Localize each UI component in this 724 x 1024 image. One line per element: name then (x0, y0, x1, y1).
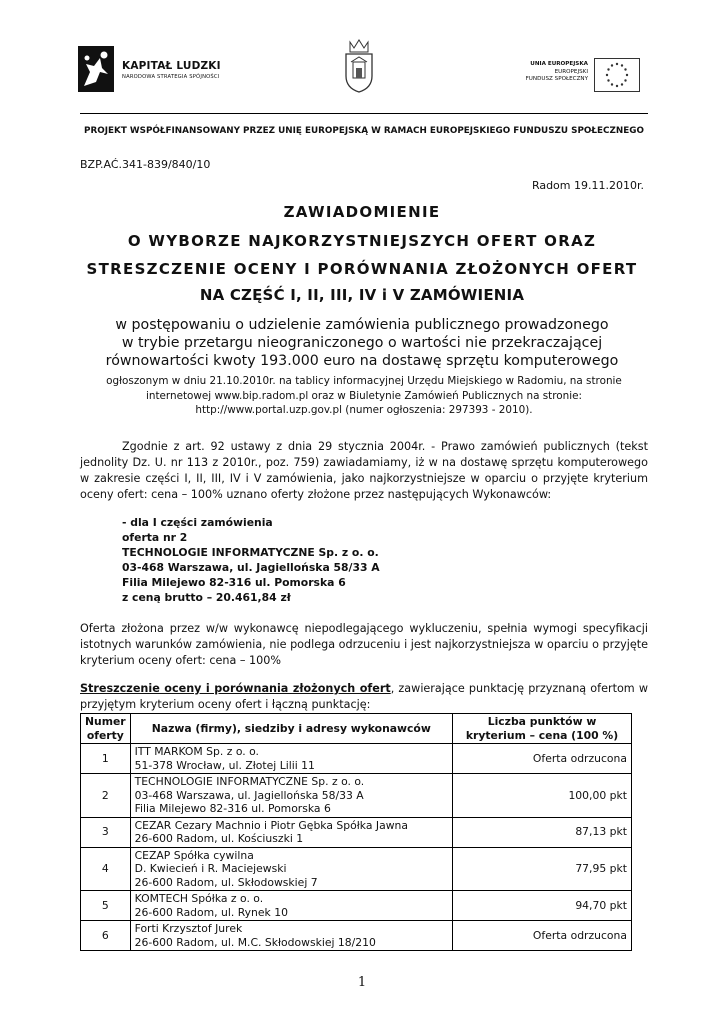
intro-line-2: w trybie przetargu nieograniczonego o wartości nie przekraczającej (121, 335, 603, 351)
winner-branch: Filia Milejewo 82-316 ul. Pomorska 6 (122, 576, 346, 589)
eu-line-1: UNIA EUROPEJSKA (530, 61, 588, 67)
score-cell: 87,13 pkt (453, 817, 632, 847)
summary-intro-text: , zawierające punktację przyznaną ofertom w przyjętym kryterium oceny ofert i łączną punktację: (80, 682, 648, 711)
contractor-line: 03-468 Warszawa, ul. Jagiellońska 58/33 A (134, 788, 364, 802)
winner-company: TECHNOLOGIE INFORMATYCZNE Sp. z o. o. (122, 546, 379, 559)
eu-line-2: EUROPEJSKI (554, 68, 588, 75)
publication-line-2: internetowej www.bip.radom.pl oraz w Biuletynie Zamówień Publicznych na stronie: (145, 389, 583, 402)
offer-number: 3 (81, 817, 131, 847)
publication-line-3: http://www.portal.uzp.gov.pl (numer ogłoszenia: 297393 - 2010). (195, 404, 533, 416)
contractor-cell (130, 921, 452, 951)
score-cell: 94,70 pkt (453, 891, 632, 921)
winner-offer-number: oferta nr 2 (122, 531, 188, 544)
contractor-line: D. Kwiecień i R. Maciejewski (134, 862, 287, 875)
intro-block (60, 316, 664, 370)
table-row (81, 847, 632, 891)
intro-line-3: równowartości kwoty 193.000 euro na dostawę sprzętu komputerowego (105, 353, 619, 369)
eu-flag-icon (594, 58, 640, 92)
offer-number: 1 (81, 744, 131, 774)
title-line-4: NA CZĘŚĆ I, II, III, IV i V ZAMÓWIENIA (199, 286, 525, 304)
contractor-cell (130, 891, 452, 921)
publication-line-1: ogłoszonym w dniu 21.10.2010r. na tablicy informacyjnej Urzędu Miejskiego w Radomiu, na stronie (106, 375, 622, 387)
offer-number: 6 (81, 921, 131, 951)
header-divider (80, 113, 648, 114)
contractor-cell (130, 774, 452, 818)
score-cell: 100,00 pkt (453, 774, 632, 818)
column-header-offer-number: Numer oferty (81, 714, 131, 744)
table-row (81, 921, 632, 951)
contractor-line: Filia Milejewo 82-316 ul. Pomorska 6 (134, 802, 331, 815)
page-number: 1 (357, 975, 367, 990)
winner-address: 03-468 Warszawa, ul. Jagiellońska 58/33 A (122, 561, 380, 574)
publication-block (80, 374, 648, 418)
contractor-cell (130, 817, 452, 847)
winner-part: - dla I części zamówienia (122, 516, 273, 529)
table-row (81, 891, 632, 921)
document-date: Radom 19.11.2010r. (531, 179, 644, 192)
offer-number: 4 (81, 847, 131, 891)
table-header-row (81, 714, 632, 744)
score-cell: Oferta odrzucona (453, 921, 632, 951)
radom-coat-of-arms-icon (342, 38, 376, 94)
eu-text-block (500, 61, 588, 84)
offer-number: 2 (81, 774, 131, 818)
kl-title: KAPITAŁ LUDZKI (122, 60, 221, 72)
contractor-cell (130, 744, 452, 774)
contractor-line: 26-600 Radom, ul. Skłodowskiej 7 (134, 875, 318, 889)
contractor-line: 26-600 Radom, ul. Kościuszki 1 (134, 832, 304, 845)
contractor-line: CEZAP Spółka cywilna (134, 848, 254, 862)
justification-paragraph: Oferta złożona przez w/w wykonawcę niepodlegającego wykluczeniu, spełnia wymogi specyfikacji istotnych warunków zamówienia, nie podlega odrzuceniu i jest najkorzystniejsza w oparciu o przyjęte kryterium oceny ofert: cena – 100% (80, 622, 648, 667)
score-cell: 77,95 pkt (453, 847, 632, 891)
project-banner: PROJEKT WSPÓŁFINANSOWANY PRZEZ UNIĘ EUROPEJSKĄ W RAMACH EUROPEJSKIEGO FUNDUSZU SPOŁECZNEGO (84, 126, 644, 136)
contractor-cell (130, 847, 452, 891)
table-row (81, 817, 632, 847)
summary-heading: Streszczenie oceny i porównania złożonych ofert (80, 682, 391, 695)
winner-block (122, 515, 380, 605)
table-row (81, 774, 632, 818)
contractor-line: KOMTECH Spółka z o. o. (134, 892, 264, 905)
kapital-ludzki-logo-icon (78, 46, 114, 92)
intro-line-1: w postępowaniu o udzielenie zamówienia publicznego prowadzonego (115, 317, 609, 333)
contractor-line: 51-378 Wrocław, ul. Złotej Lilii 11 (134, 758, 315, 772)
column-header-points: Liczba punktów w kryterium – cena (100 %) (453, 714, 632, 744)
offer-number: 5 (81, 891, 131, 921)
contractor-line: TECHNOLOGIE INFORMATYCZNE Sp. z o. o. (134, 775, 365, 788)
table-row (81, 744, 632, 774)
contractor-line: CEZAR Cezary Machnio i Piotr Gębka Spółka Jawna (134, 818, 408, 832)
title-line-2: O WYBORZE NAJKORZYSTNIEJSZYCH OFERT ORAZ (127, 232, 597, 250)
reference-number: BZP.AĆ.341-839/840/10 (80, 158, 211, 171)
score-cell: Oferta odrzucona (453, 744, 632, 774)
kl-subtitle: NARODOWA STRATEGIA SPÓJNOŚCI (122, 74, 220, 80)
title-line-3: STRESZCZENIE OCENY I PORÓWNANIA ZŁOŻONYCH OFERT (86, 260, 638, 278)
eu-line-3: FUNDUSZ SPOŁECZNY (525, 76, 588, 82)
contractor-line: 26-600 Radom, ul. Rynek 10 (134, 905, 288, 919)
summary-intro-paragraph (80, 681, 648, 713)
title-line-1: ZAWIADOMIENIE (283, 203, 441, 221)
contractor-line: 26-600 Radom, ul. M.C. Skłodowskiej 18/210 (134, 935, 376, 949)
column-header-contractor: Nazwa (firmy), siedziby i adresy wykonawców (130, 714, 452, 744)
offers-table (80, 713, 632, 951)
contractor-line: Forti Krzysztof Jurek (134, 922, 243, 935)
legal-basis-paragraph: Zgodnie z art. 92 ustawy z dnia 29 stycznia 2004r. - Prawo zamówień publicznych (tekst jednolity Dz. U. nr 113 z 2010r., poz. 759) zawiadamiamy, iż w na dostawę sprzętu komputerowego w zakresie części I, II, III, IV i V zamówienia, jako najkorzystniejsze w oparciu o przyjęte kryterium oceny ofert: cena – 100% uznano oferty złożone przez następujących Wykonawców: (80, 440, 648, 501)
contractor-line: ITT MARKOM Sp. z o. o. (134, 745, 259, 758)
winner-price: z ceną brutto – 20.461,84 zł (122, 591, 291, 604)
